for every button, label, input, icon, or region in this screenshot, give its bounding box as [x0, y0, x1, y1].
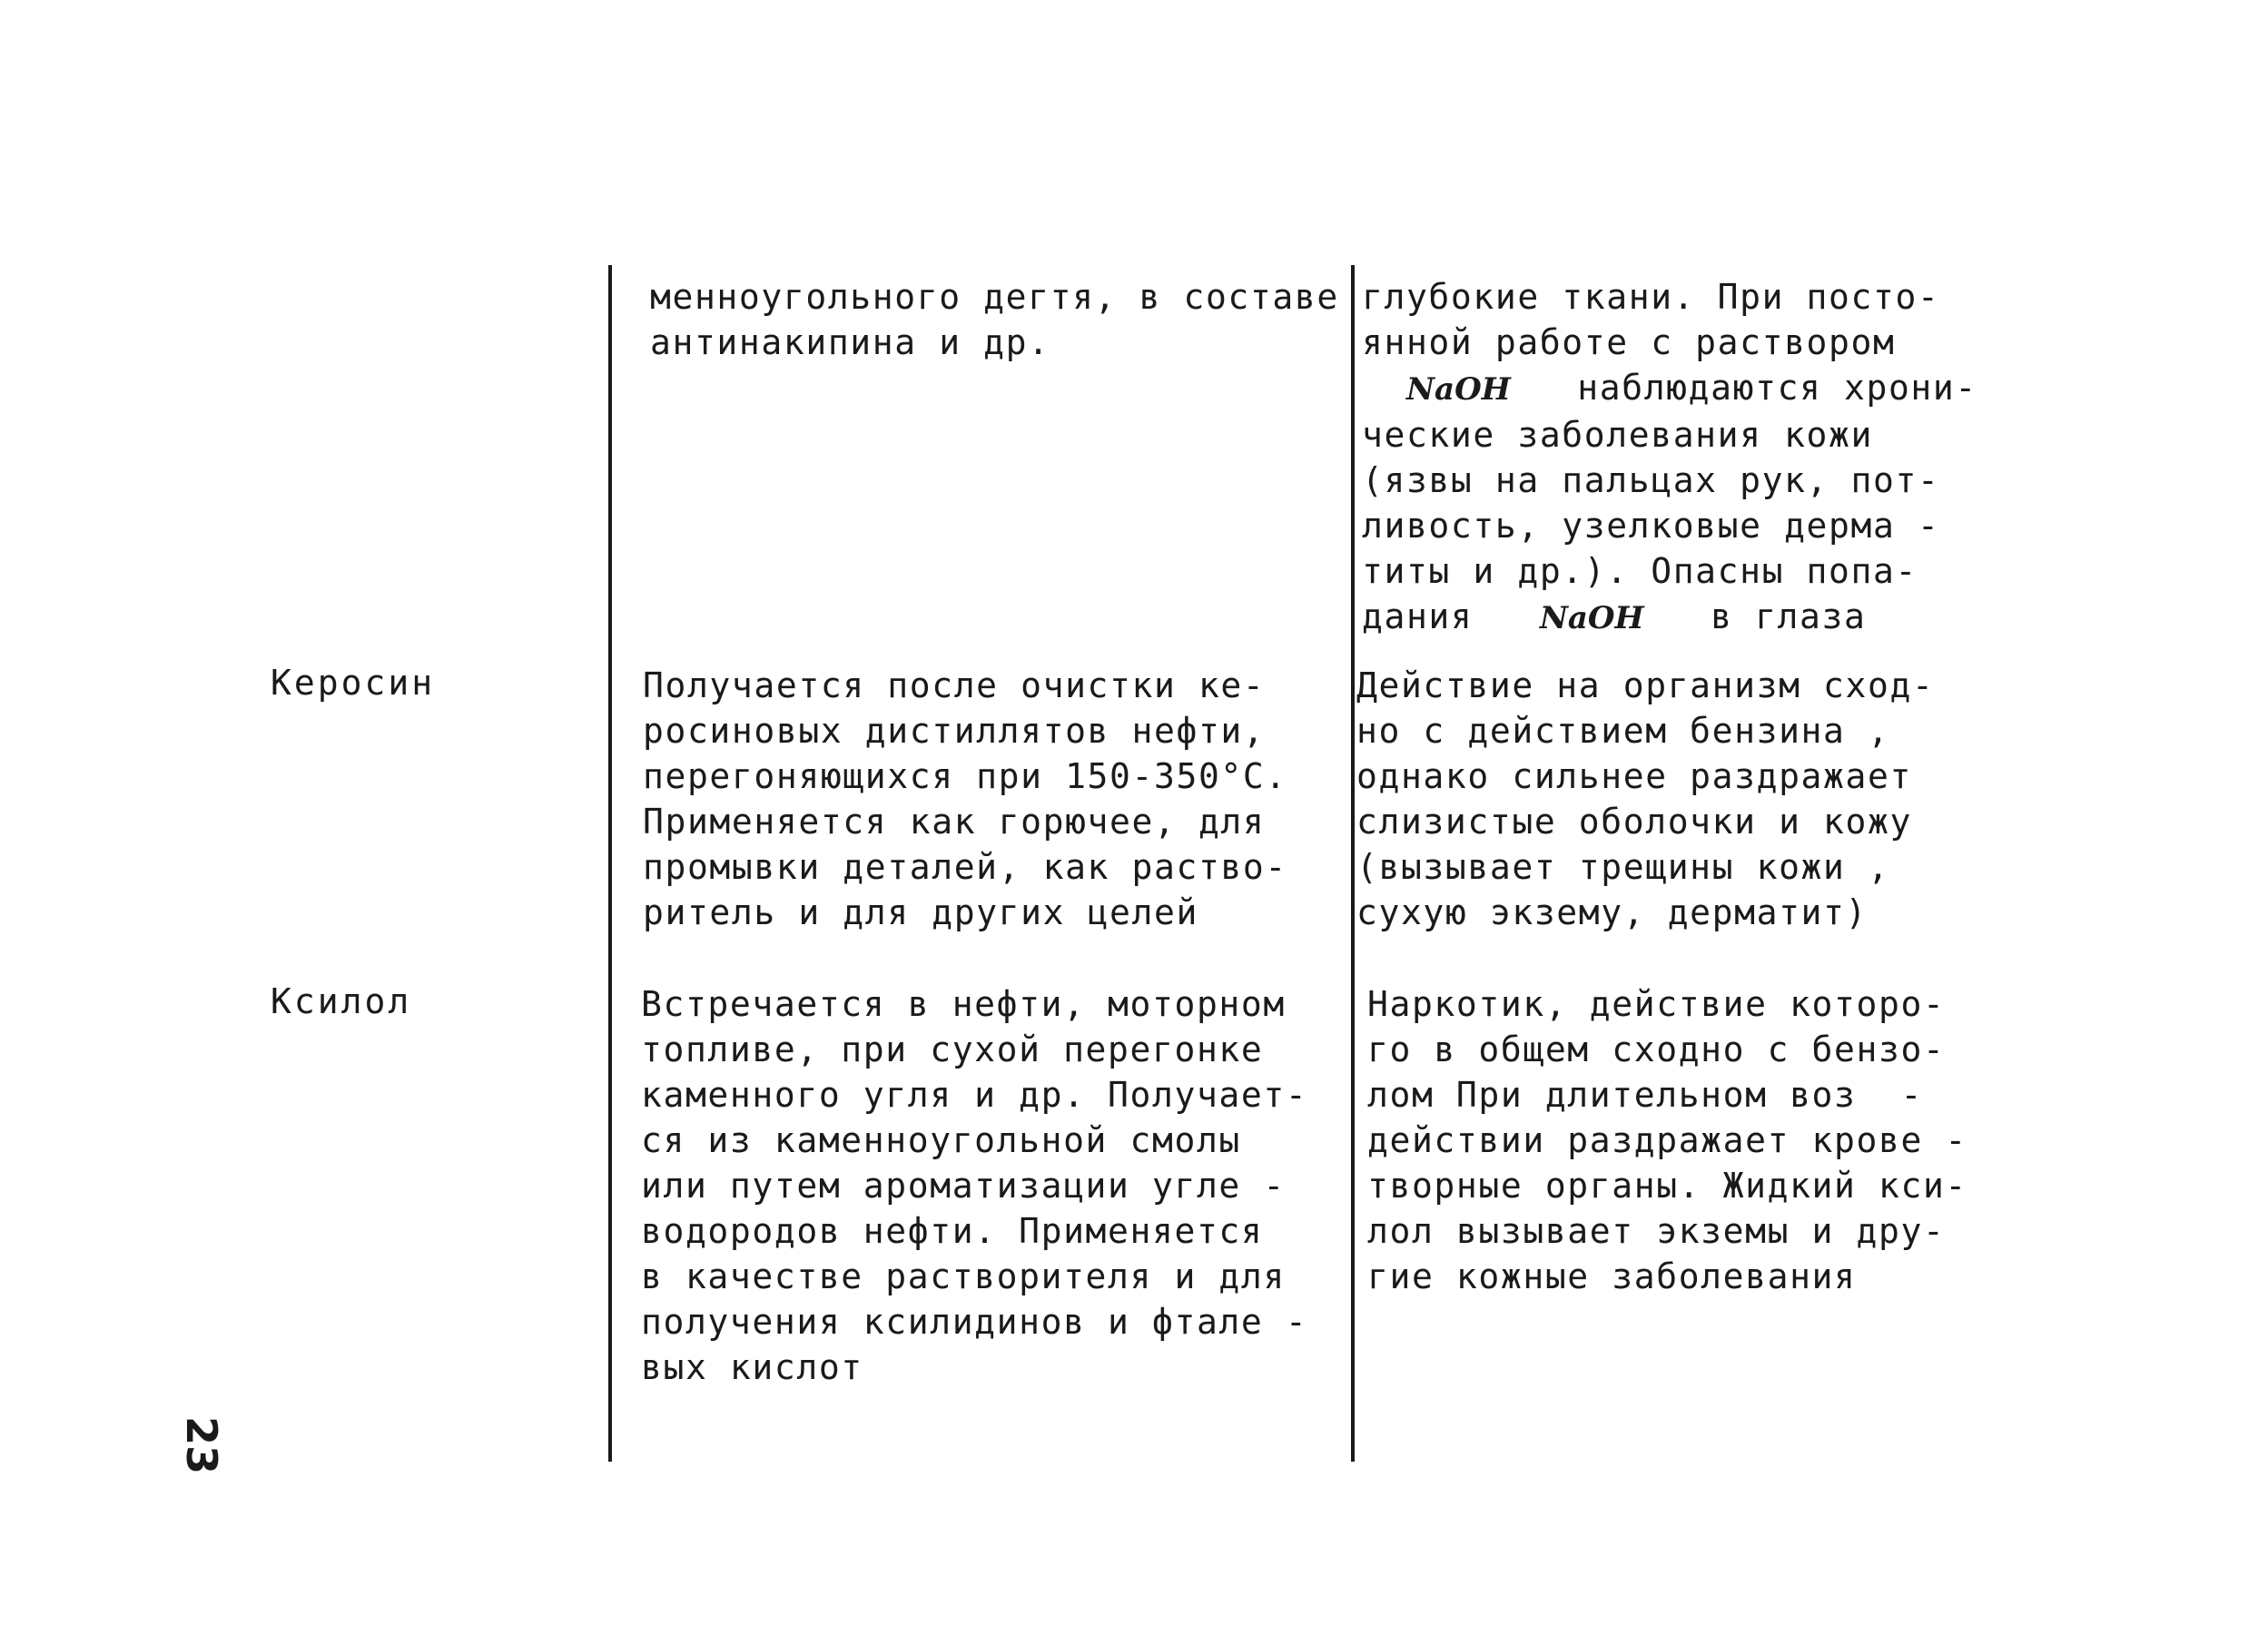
text-line: Получается после очистки ке- [643, 665, 1266, 705]
text-line: вых кислот [641, 1347, 863, 1387]
text-line [1362, 594, 1977, 641]
text-line: Наркотик, действие которо- [1367, 984, 1946, 1024]
text-line: ся из каменноугольной смолы [641, 1120, 1241, 1160]
text-line: водородов нефти. Применяется [641, 1211, 1264, 1251]
row-1-description [643, 663, 1287, 935]
table-divider-left [608, 265, 612, 1462]
text-line: менноугольного дегтя, в составе [650, 277, 1339, 317]
text-line: ческие заболевания кожи [1362, 415, 1873, 455]
row-0-description [650, 274, 1339, 365]
row-2-description [641, 981, 1307, 1390]
text-line: го в общем сходно с бензо- [1367, 1029, 1946, 1069]
text-line: промывки деталей, как раство- [643, 847, 1287, 887]
row-2-effects [1367, 981, 1967, 1299]
substance-name-xylene: Ксилол [271, 981, 412, 1021]
text-line: творные органы. Жидкий кси- [1367, 1166, 1967, 1206]
text-line: однако сильнее раздражает [1356, 756, 1912, 796]
text-line: Применяется как горючее, для [643, 802, 1266, 842]
text-line: лол вызывает экземы и дру- [1367, 1211, 1946, 1251]
row-1-effects [1356, 663, 1934, 935]
text-line: (язвы на пальцах рук, пот- [1362, 460, 1940, 500]
text-line: титы и др.). Опасны попа- [1362, 551, 1918, 591]
row-0-effects [1362, 274, 1977, 641]
text-line: или путем ароматизации угле - [641, 1166, 1286, 1206]
text-fragment: наблюдаются хрони- [1577, 368, 1977, 408]
substance-name-kerosene: Керосин [271, 663, 436, 703]
text-line: Встречается в нефти, моторном [641, 984, 1286, 1024]
text-line: глубокие ткани. При посто- [1362, 277, 1940, 317]
text-line: ливость, узелковые дерма - [1362, 506, 1940, 546]
text-fragment: в глаза [1711, 596, 1867, 636]
text-line: Действие на организм сход- [1356, 665, 1935, 705]
page-number: 23 [177, 1415, 227, 1475]
text-line: перегоняющихся при 150-350°С. [643, 756, 1287, 796]
formula-naoh: NaOH [1405, 371, 1511, 408]
text-line: янной работе с раствором [1362, 322, 1896, 362]
text-line: в качестве растворителя и для [641, 1256, 1286, 1296]
text-line: (вызывает трещины кожи , [1356, 847, 1890, 887]
text-line: топливе, при сухой перегонке [641, 1029, 1264, 1069]
text-line: антинакипина и др. [650, 322, 1050, 362]
table-divider-right [1351, 265, 1355, 1462]
text-line: лом При длительном воз - [1367, 1075, 1923, 1115]
text-line: получения ксилидинов и фтале - [641, 1302, 1308, 1342]
text-line: слизистые оболочки и кожу [1356, 802, 1912, 842]
text-line [1362, 365, 1977, 412]
text-line: но с действием бензина , [1356, 711, 1890, 751]
text-line: гие кожные заболевания [1367, 1256, 1857, 1296]
formula-naoh: NaOH [1539, 600, 1644, 636]
text-line: действии раздражает крове - [1367, 1120, 1967, 1160]
text-line: сухую экзему, дерматит) [1356, 892, 1868, 932]
text-line: ритель и для других целей [643, 892, 1198, 932]
text-fragment: дания [1362, 596, 1474, 636]
text-line: росиновых дистиллятов нефти, [643, 711, 1266, 751]
text-line: каменного угля и др. Получает- [641, 1075, 1308, 1115]
